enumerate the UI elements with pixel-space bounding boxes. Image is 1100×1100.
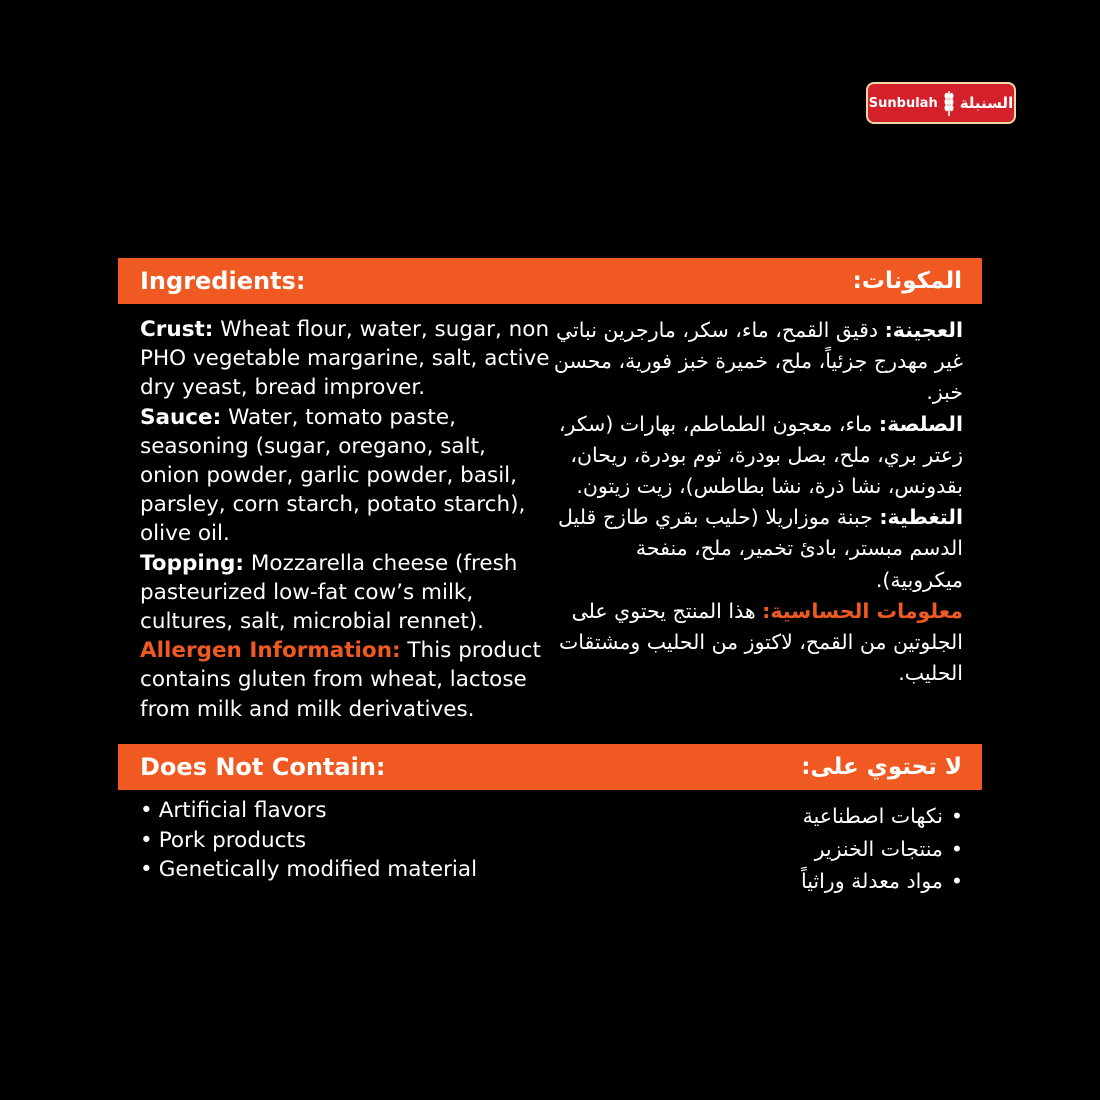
list-item: • Artificial flavors — [140, 796, 477, 826]
crust-label-en: Crust: — [140, 317, 214, 342]
allergen-paragraph-en — [140, 636, 550, 724]
sauce-label-en: Sauce: — [140, 404, 222, 430]
does-not-contain-header-bar — [118, 744, 982, 790]
allergen-text-ar: هذا المنتج يحتوي على الجلوتين من القمح، لاكتوز من الحليب ومشتقات الحليب. — [558, 598, 963, 686]
sauce-text-en: Water, tomato paste, seasoning (sugar, oregano, salt, onion powder, garlic powder, basil, parsley, corn starch, potato starch), olive oil. — [140, 404, 526, 547]
crust-label-ar: العجينة: — [884, 318, 963, 342]
crust-paragraph-ar — [553, 315, 963, 409]
sauce-label-ar: الصلصة: — [878, 411, 963, 436]
allergen-label-ar: معلومات الحساسية: — [762, 598, 963, 623]
logo-text-en: Sunbulah — [868, 95, 938, 111]
wheat-icon — [943, 89, 955, 117]
ingredients-header-bar — [118, 258, 982, 304]
topping-label-ar: التغطية: — [879, 505, 963, 530]
topping-label-en: Topping: — [140, 550, 245, 576]
allergen-label-en: Allergen Information: — [140, 638, 401, 664]
ingredients-english — [140, 315, 550, 724]
sauce-paragraph-ar — [553, 409, 963, 503]
sauce-paragraph-en — [140, 403, 550, 549]
does-not-contain-list-ar — [801, 800, 963, 898]
does-not-contain-heading-en: Does Not Contain: — [140, 753, 386, 781]
topping-paragraph-en — [140, 549, 550, 637]
crust-text-en: Wheat flour, water, sugar, non PHO vegetable margarine, salt, active dry yeast, bread improver. — [140, 317, 550, 401]
ingredients-arabic — [553, 315, 963, 689]
sauce-text-ar: ماء، معجون الطماطم، بهارات (سكر، زعتر بري، ملح، بصل بودرة، ثوم بودرة، ريحان، بقدونس، نشا ذرة، نشا بطاطس)، زيت زيتون. — [558, 411, 963, 499]
ingredients-heading-en: Ingredients: — [140, 267, 306, 295]
logo-text-ar: السنبلة — [959, 94, 1014, 112]
ingredients-heading-ar: المكونات: — [852, 268, 962, 294]
does-not-contain-heading-ar: لا تحتوي على: — [801, 754, 962, 780]
topping-paragraph-ar — [553, 502, 963, 596]
list-item: • مواد معدلة وراثياً — [801, 865, 963, 898]
allergen-paragraph-ar — [553, 596, 963, 690]
topping-text-ar: جبنة موزاريلا (حليب بقري طازج قليل الدسم مبستر، بادئ تخمير، ملح، منفحة ميكروبية). — [558, 505, 963, 592]
does-not-contain-list-en — [140, 796, 477, 885]
list-item: • نكهات اصطناعية — [801, 800, 963, 833]
topping-text-en: Mozzarella cheese (fresh pasteurized low-fat cow’s milk, cultures, salt, microbial rennet). — [140, 550, 518, 635]
list-item: • Genetically modified material — [140, 855, 477, 885]
allergen-text-en: This product contains gluten from wheat, lactose from milk and milk derivatives. — [140, 638, 541, 722]
list-item: • Pork products — [140, 826, 477, 856]
crust-paragraph-en — [140, 315, 550, 403]
sunbulah-logo — [866, 82, 1016, 124]
crust-text-ar: دقيق القمح، ماء، سكر، مارجرين نباتي غير مهدرج جزئياً، ملح، خميرة خبز فورية، محسن خبز. — [553, 318, 963, 405]
list-item: • منتجات الخنزير — [801, 833, 963, 866]
